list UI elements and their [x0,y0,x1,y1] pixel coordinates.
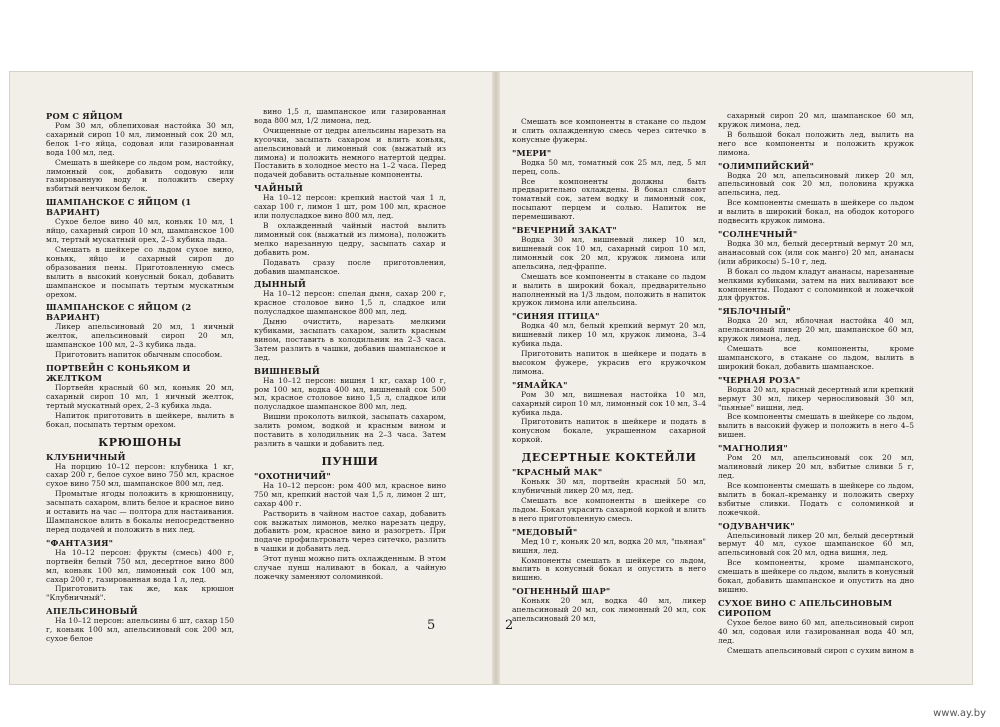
right-page-number: 2 [505,618,514,633]
section-heading: КРЮШОНЫ [98,435,182,449]
recipe-text: Водка 30 мл, вишневый ликер 10 мл, вишневый сок 10 мл, сахарный сироп 10 мл, лимонный сок 20 мл, кружок лимона или апельсина, лед-фраппе. [512,235,706,271]
recipe-text: Портвейн красный 60 мл, коньяк 20 мл, сахарный сироп 10 мл, 1 яичный желток, тертый мускатный орех, 2–3 кубика льда. [46,383,234,410]
recipe-heading: ШАМПАНСКОЕ С ЯЙЦОМ (2 ВАРИАНТ) [46,302,192,323]
recipe-text: Сухое белое вино 40 мл, коньяк 10 мл, 1 яйцо, сахарный сироп 10 мл, шампанское 100 мл, тертый мускатный орех, 2–3 кубика льда. [46,217,234,245]
recipe-heading: "ЯБЛОЧНЫЙ" [718,306,791,317]
recipe-heading: "ФАНТАЗИЯ" [46,537,114,548]
recipe-text: На 10–12 персон: ром 400 мл, красное вино 750 мл, крепкий настой чая 1,5 л, лимон 2 шт, сахар 400 г. [254,480,446,508]
recipe-heading: "ОДУВАНЧИК" [718,520,795,531]
recipe-heading: "МЕРИ" [512,147,552,158]
recipe-text: Растворить в чайном настое сахар, добавить сок выжатых лимонов, мелко нарезать цедру, добавить ром, красное вино и разогреть. При подаче профильтровать через ситечко, разлить в чашки и добавить лед. [254,508,446,554]
recipe-heading: "ОГНЕННЫЙ ШАР" [512,586,611,597]
recipe-heading: ПОРТВЕЙН С КОНЬЯКОМ И ЖЕЛТКОМ [46,363,191,384]
left-page-column-1 [46,108,234,645]
recipe-text: Все компоненты смешать в шейкере со льдом, вылить в бокал–креманку и положить сверху взбитые сливки. Подать с соломинкой и ложечкой. [718,480,914,517]
recipe-text: На 10–12 персон: вишня 1 кг, сахар 100 г, ром 100 мл, водка 400 мл, вишневый сок 500 мл, красное столовое вино 1,5 л, сладкое или полусладкое шампанское 800 мл, лед. [254,375,446,412]
recipe-text: На 10–12 персон: апельсины 6 шт, сахар 150 г, коньяк 100 мл, апельсиновый сок 200 мл, сухое белое [46,616,234,644]
recipe-text: В охлажденный чайный настой вылить лимонный сок (выжатый из лимона), положить мелко нарезанную цедру, засыпать сахар и добавить ром. [254,220,446,257]
recipe-text: Подавать сразу после приготовления, добавив шампанское. [254,257,446,276]
recipe-text: Смешать все компоненты в стакане со льдом и вылить в широкий бокал, предварительно наполненный на 1/3 льдом, положить в напиток кружок лимона или апельсина. [512,271,706,308]
recipe-text: Водка 20 мл, апельсиновый ликер 20 мл, апельсиновый сок 20 мл, половина кружка апельсина, лед. [718,170,914,198]
section-heading: ДЕСЕРТНЫЕ КОКТЕЙЛИ [521,451,697,465]
recipe-text: Смешать в шейкере со льдом ром, настойку, лимонный сок, добавить содовую или газированную воду и положить сверху взбитый венчиком белок. [46,157,234,194]
recipe-text: сахарный сироп 20 мл, шампанское 60 мл, кружок лимона, лед. [718,111,914,129]
recipe-text: Смешать в шейкере со льдом сухое вино, коньяк, яйцо и сахарный сироп до образования пены. Приготовленную смесь вылить в высокий конусный бокал, добавить шампанское и посыпать тертым мускатным орехом. [46,244,234,299]
recipe-text: Водка 20 мл, яблочная настойка 40 мл, апельсиновый ликер 20 мл, шампанское 60 мл, кружок лимона, лед. [718,316,914,344]
recipe-heading: ШАМПАНСКОЕ С ЯЙЦОМ (1 ВАРИАНТ) [46,197,192,218]
recipe-text: На 10–12 персон: крепкий настой чая 1 л, сахар 100 г, лимон 1 шт, ром 100 мл, красное или полусладкое вино 800 мл, лед. [254,193,446,221]
recipe-text: вино 1,5 л, шампанское или газированная вода 800 мл, 1/2 лимона, лед. [254,107,446,125]
recipe-text: Смешать все компоненты в шейкере со льдом. Бокал украсить сахарной коркой и влить в него приготовленную смесь. [512,496,706,523]
recipe-heading: СУХОЕ ВИНО С АПЕЛЬСИНОВЫМ СИРОПОМ [718,597,893,618]
recipe-text: Ром 30 мл, вишневая настойка 10 мл, сахарный сироп 10 мл, лимонный сок 10 мл, 3–4 кубика льда. [512,389,706,417]
recipe-text: Дыню очистить, нарезать мелкими кубиками, засыпать сахаром, залить красным вином, поставить в холодильник на 2–3 часа. Затем разлить в чашки, добавив шампанское и лед. [254,317,446,362]
recipe-text: Смешать все компоненты в стакане со льдом и слить охлажденную смесь через ситечко в конусные фужеры. [512,117,706,144]
recipe-text: Водка 30 мл, белый десертный вермут 20 мл, ананасовый сок (или сок манго) 20 мл, ананасы (или абрикосы) 5–10 г, лед. [718,238,914,266]
recipe-text: Напиток приготовить в шейкере, вылить в бокал, посыпать тертым орехом. [46,410,234,429]
recipe-text: Коньяк 20 мл, водка 40 мл, ликер апельсиновый 20 мл, сок лимонный 20 мл, сок апельсиновый 20 мл, [512,596,706,624]
recipe-text: Все компоненты смешать в шейкере со льдом и вылить в широкий бокал, на ободок которого подвесить кружок лимона. [718,198,914,226]
recipe-heading: "ОХОТНИЧИЙ" [254,470,331,481]
left-page-column-2 [254,108,446,583]
watermark: www.ay.by [933,708,986,719]
recipe-text: Водка 50 мл, томатный сок 25 мл, лед, 5 мл перец, соль. [512,157,706,176]
recipe-text: Вишни проколоть вилкой, засыпать сахаром, залить ромом, водкой и красным вином и поставить в холодильник на 2–3 часа. Затем разлить в чашки и добавить лед. [254,412,446,448]
book-fold [492,72,500,684]
recipe-text: Коньяк 30 мл, портвейн красный 50 мл, клубничный ликер 20 мл, лед. [512,477,706,496]
recipe-text: Компоненты смешать в шейкере со льдом, вылить в конусный бокал и опустить в него вишню. [512,555,706,583]
recipe-heading: "ЯМАЙКА" [512,379,568,390]
recipe-heading: "КРАСНЫЙ МАК" [512,467,603,478]
recipe-text: Водка 40 мл, белый крепкий вермут 20 мл, вишневый ликер 10 мл, кружок лимона, 3–4 кубика льда. [512,321,706,349]
recipe-text: Водка 20 мл, красный десертный или крепкий вермут 30 мл, ликер черносливовый 30 мл, "пьяные" вишни, лед. [718,384,914,412]
recipe-heading: ЧАЙНЫЙ [254,183,304,194]
recipe-text: Приготовить напиток в шейкере и подать в конусном бокале, украшенном сахарной коркой. [512,417,706,445]
recipe-text: На 10–12 персон: фрукты (смесь) 400 г, портвейн белый 750 мл, десертное вино 800 мл, коньяк 100 мл, лимонный сок 100 мл, сахар 200 г, газированная вода 1 л, лед. [46,547,234,584]
recipe-text: Все компоненты, кроме шампанского, смешать в шейкере со льдом, вылить в конусный бокал, добавить шампанское и опустить на дно вишню. [718,558,914,594]
recipe-heading: "МАГНОЛИЯ" [718,443,788,454]
recipe-text: Ликер апельсиновый 20 мл, 1 яичный желток, апельсиновый сироп 20 мл, шампанское 100 мл, 2–3 кубика льда. [46,322,234,350]
section-heading: ПУНШИ [321,454,379,468]
left-page-number: 5 [427,618,436,633]
recipe-text: Апельсиновый ликер 20 мл, белый десертный вермут 40 мл, сухое шампанское 60 мл, апельсиновый сок 20 мл, одна вишня, лед. [718,530,914,558]
recipe-heading: РОМ С ЯЙЦОМ [46,111,123,121]
recipe-heading: "СОЛНЕЧНЫЙ" [718,228,798,239]
recipe-text: Приготовить напиток в шейкере и подать в высоком фужере, украсив его кружочком лимона. [512,349,706,376]
right-page-column-1 [512,118,706,625]
recipe-heading: "ВЕЧЕРНИЙ ЗАКАТ" [512,225,617,236]
recipe-text: Смешать апельсиновый сироп с сухим вином в [727,645,914,655]
recipe-text: Все компоненты смешать в шейкере со льдом, вылить в высокий фужер и положить в него 4–5 вишен. [718,412,914,440]
recipe-text: Мед 10 г, коньяк 20 мл, водка 20 мл, "пьяная" вишня, лед. [512,536,706,555]
recipe-text: На 10–12 персон: спелая дыня, сахар 200 г, красное столовое вино 1,5 л, сладкое или полусладкое шампанское 800 мл, лед. [254,289,446,317]
recipe-heading: ДЫННЫЙ [254,279,307,290]
recipe-heading: "ОЛИМПИЙСКИЙ" [718,160,815,171]
recipe-text: В большой бокал положить лед, вылить на него все компоненты и положить кружок лимона. [718,129,914,157]
recipe-heading: "МЕДОВЫЙ" [512,526,578,537]
recipe-heading: "ЧЕРНАЯ РОЗА" [718,374,801,385]
recipe-text: Приготовить так же, как крюшон "Клубничный". [46,584,234,603]
recipe-text: Смешать все компоненты, кроме шампанского, в стакане со льдом, вылить в широкий бокал, добавить шампанское. [718,344,914,371]
recipe-heading: АПЕЛЬСИНОВЫЙ [46,606,138,617]
recipe-text: В бокал со льдом кладут ананасы, нарезанные мелкими кубиками, затем на них выливают все компоненты. Подают с соломинкой и ложечкой для фруктов. [718,266,914,303]
recipe-text: Сухое белое вино 60 мл, апельсиновый сироп 40 мл, содовая или газированная вода 40 мл, лед. [718,617,914,645]
recipe-text: Приготовить напиток обычным способом. [55,350,223,360]
recipe-heading: "СИНЯЯ ПТИЦА" [512,311,600,322]
recipe-text: Ром 20 мл, апельсиновый сок 20 мл, малиновый ликер 20 мл, взбитые сливки 5 г, лед. [718,453,914,480]
recipe-text: Ром 30 мл, облепиховая настойка 30 мл, сахарный сироп 10 мл, лимонный сок 20 мл, белок 1-го яйца, содовая или газированная вода 100 мл, лед. [46,121,234,157]
recipe-text: Все компоненты должны быть предварительно охлаждены. В бокал сливают томатный сок, затем водку и лимонный сок, посыпают перцем и солью. Напиток не перемешивают. [512,176,706,222]
recipe-heading: КЛУБНИЧНЫЙ [46,451,126,462]
recipe-text: Промытые ягоды положить в крюшонницу, засыпать сахаром, влить белое и красное вино и оставить на час — полтора для настаивания. Шампанское влить в бокалы непосредственно перед подачей и положить в них лед. [46,489,234,534]
recipe-heading: ВИШНЕВЫЙ [254,365,320,376]
recipe-text: На порцию 10–12 персон: клубника 1 кг, сахар 200 г, белое сухое вино 750 мл, красное сухое вино 750 мл, шампанское 800 мл, лед. [46,461,234,489]
right-page-column-2 [718,112,914,657]
recipe-text: Этот пунш можно пить охлажденным. В этом случае пунш наливают в бокал, а чайную ложечку заменяют соломинкой. [254,554,446,581]
recipe-text: Очищенные от цедры апельсины нарезать на кусочки, засыпать сахаром и влить коньяк, апельсиновый и лимонный сок (выжатый из лимона) и положить немного натертой цедры. Поставить в холодное место на 1–2 часа. Перед подачей добавить остальные компоненты. [254,125,446,180]
